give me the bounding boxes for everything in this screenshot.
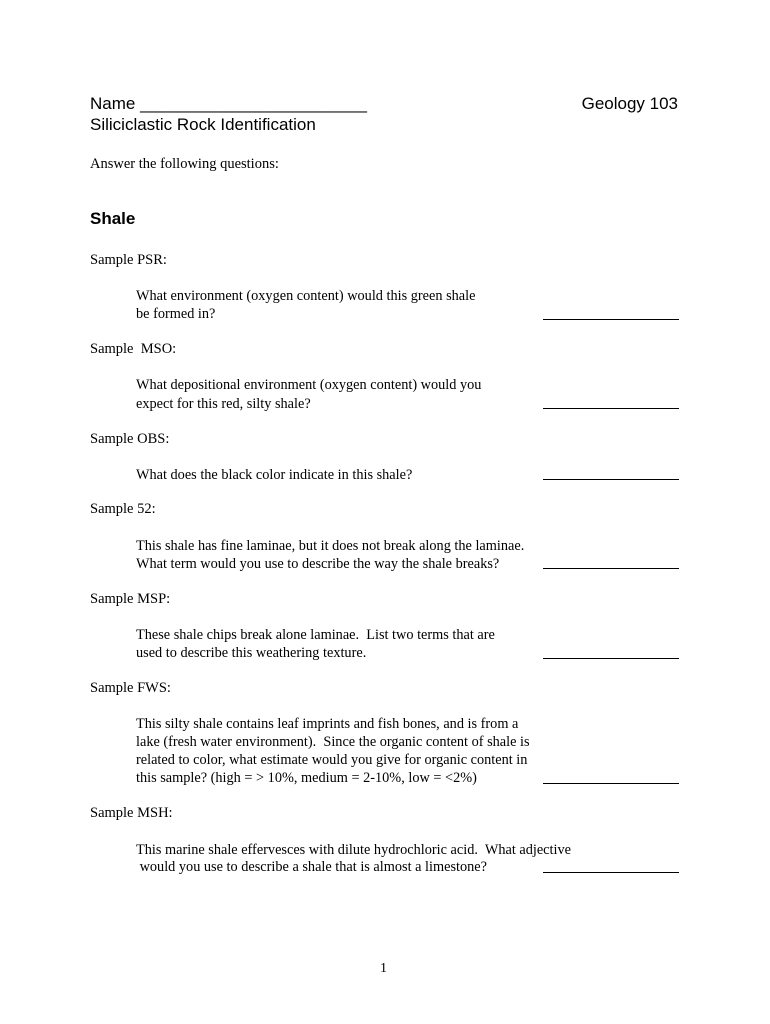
page-title: Siliciclastic Rock Identification — [90, 115, 316, 134]
question-line: used to describe this weathering texture. — [136, 645, 367, 661]
course-label: Geology 103 — [581, 94, 678, 113]
answer-blank-obs[interactable] — [543, 479, 679, 480]
question-line: expect for this red, silty shale? — [136, 396, 311, 412]
section-title-shale: Shale — [90, 209, 136, 228]
question-line: This silty shale contains leaf imprints and fish bones, and is from a — [136, 716, 519, 732]
question-line: this sample? (high = > 10%, medium = 2-10%, low = <2%) — [136, 770, 477, 786]
sample-label-fws: Sample FWS: — [90, 680, 171, 696]
question-line: related to color, what estimate would you give for organic content in — [136, 752, 528, 768]
question-line: This marine shale effervesces with dilute hydrochloric acid. What adjective — [136, 842, 571, 858]
question-line: These shale chips break alone laminae. List two terms that are — [136, 627, 495, 643]
question-line: What does the black color indicate in this shale? — [136, 467, 413, 483]
question-line: What term would you use to describe the way the shale breaks? — [136, 556, 500, 572]
answer-blank-msp[interactable] — [543, 658, 679, 659]
answer-blank-fws[interactable] — [543, 783, 679, 784]
answer-blank-psr[interactable] — [543, 319, 679, 320]
question-line: would you use to describe a shale that is almost a limestone? — [136, 859, 487, 875]
page-number: 1 — [380, 961, 387, 976]
sample-label-psr: Sample PSR: — [90, 252, 167, 268]
sample-label-52: Sample 52: — [90, 501, 156, 517]
answer-blank-msh[interactable] — [543, 872, 679, 873]
answer-blank-52[interactable] — [543, 568, 679, 569]
intro-text: Answer the following questions: — [90, 156, 279, 172]
sample-label-msh: Sample MSH: — [90, 805, 173, 821]
sample-label-mso: Sample MSO: — [90, 341, 177, 357]
name-field-label: Name ________________________ — [90, 94, 367, 113]
question-line: What depositional environment (oxygen content) would you — [136, 377, 482, 393]
sample-label-msp: Sample MSP: — [90, 591, 171, 607]
question-line: What environment (oxygen content) would this green shale — [136, 288, 476, 304]
question-line: This shale has fine laminae, but it does not break along the laminae. — [136, 538, 525, 554]
sample-label-obs: Sample OBS: — [90, 431, 170, 447]
answer-blank-mso[interactable] — [543, 408, 679, 409]
question-line: be formed in? — [136, 306, 216, 322]
question-line: lake (fresh water environment). Since the organic content of shale is — [136, 734, 530, 750]
